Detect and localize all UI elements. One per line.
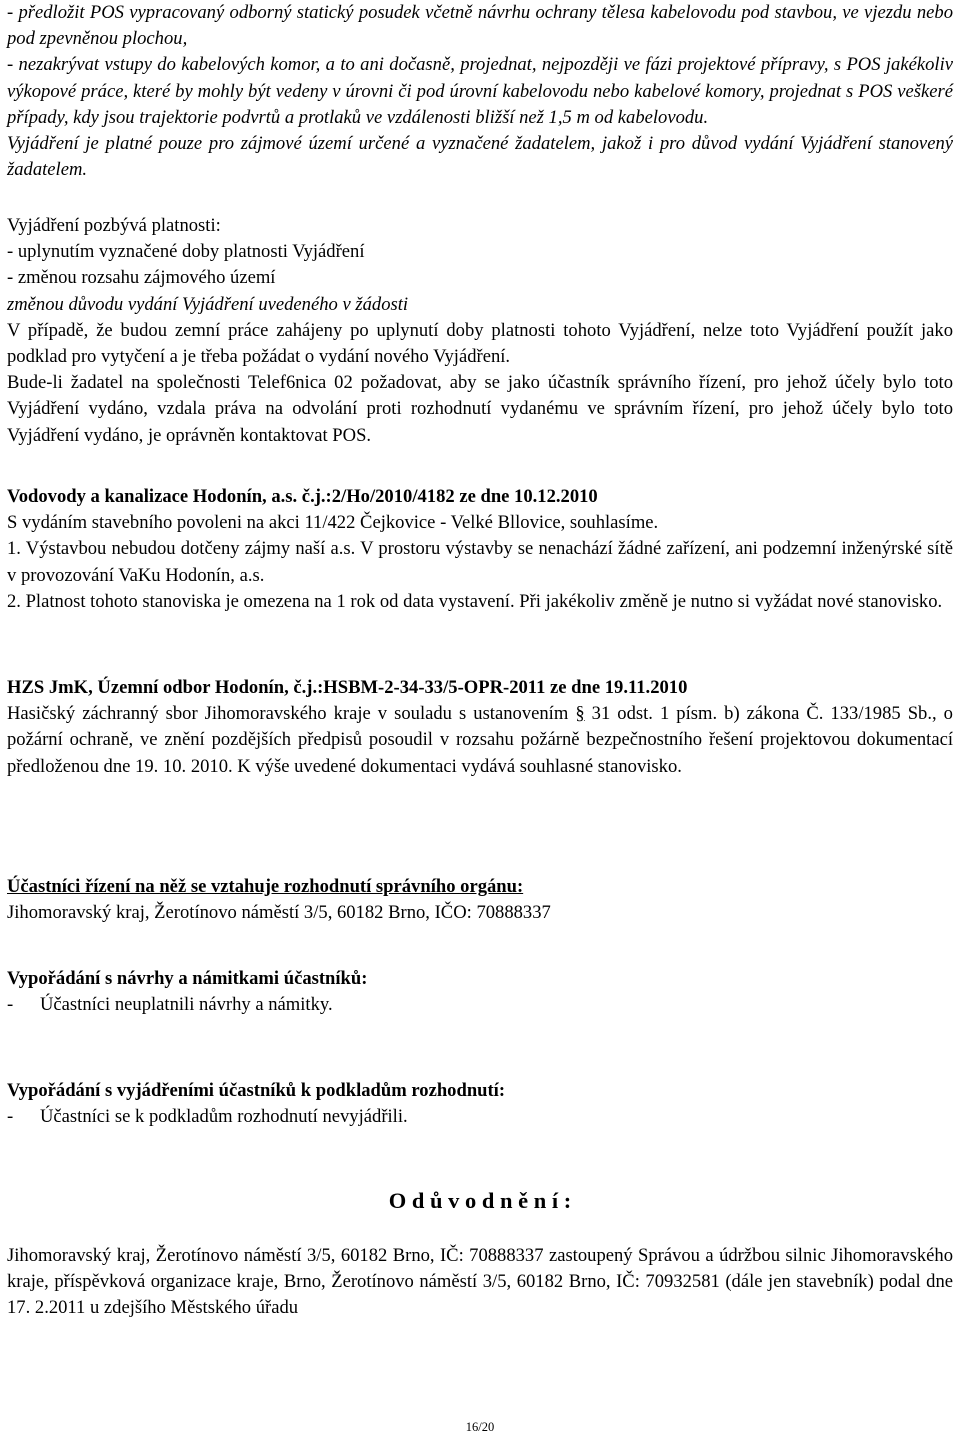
reasoning-title: O d ů v o d n ě n í : bbox=[388, 1188, 572, 1213]
hzs-text-part2: 31 odst. 1 písm. b) zákona Č. 133/1985 Sb., o požární ochraně, ve znění pozdějších předpisů posoudil v rozsahu požárně bezpečnostního řešení projektovou dokumentací předloženou dne 19. 10. 2010. K výše uvedené dokumentaci vydává souhlasné stanovisko. bbox=[7, 703, 953, 777]
hzs-section bbox=[7, 675, 953, 780]
participants-heading: Účastníci řízení na něž se vztahuje rozhodnutí správního orgánu: bbox=[7, 876, 524, 897]
bude-li-text: Bude-li žadatel na společnosti Telef6nica 02 požadovat, aby se jako účastník správního řízení, pro jehož účely bylo toto Vyjádření vydáno, vzdala práva na odvolání proti rozhodnutí vydanému ve správním řízení, pro jehož účely bylo toto Vyjádření vydáno, je oprávněn kontaktovat POS. bbox=[7, 372, 953, 446]
validity-item-3: změnou důvodu vydání Vyjádření uvedeného v žádosti bbox=[7, 293, 409, 315]
proposals-section bbox=[7, 966, 953, 1018]
statements-value: Účastníci se k podkladům rozhodnutí nevyjádřili. bbox=[40, 1106, 408, 1128]
vak-heading: Vodovody a kanalizace Hodonín, a.s. č.j.:2/Ho/2010/4182 ze dne 10.12.2010 bbox=[7, 486, 598, 507]
statements-heading: Vypořádání s vyjádřeními účastníků k podkladům rozhodnutí: bbox=[7, 1080, 506, 1101]
proposals-dash: - bbox=[7, 994, 14, 1016]
pos-conditions-block bbox=[7, 0, 953, 183]
after-validity-text: V případě, že budou zemní práce zahájeny po uplynutí doby platnosti tohoto Vyjádření, nelze toto Vyjádření použít jako podklad pro vytyčení a je třeba požádat o vydání nového Vyjádření. bbox=[7, 319, 953, 368]
reasoning-body bbox=[7, 1243, 953, 1322]
pos-condition-2: - nezakrývat vstupy do kabelových komor, a to ani dočasně, projednat, nejpozději ve fázi projektové přípravy, s POS jakékoliv výkopové práce, které by mohly být vedeny v úrovni či pod úrovní kabelovodu nebo kabelové komory, projednat s POS veškeré případy, kdy jsou trajektorie podvrtů a protlaků ve vzdálenosti bližší než 1,5 m od kabelovodu. bbox=[7, 54, 953, 128]
pos-condition-1: - předložit POS vypracovaný odborný statický posudek včetně návrhu ochrany tělesa kabelovodu pod stavbou, ve vjezdu nebo pod zpevněnou plochou, bbox=[7, 2, 953, 50]
section-sign: § bbox=[575, 703, 585, 725]
proposals-item bbox=[7, 992, 953, 1018]
hzs-text-part1: Hasičský záchranný sbor Jihomoravského kraje v souladu s ustanovením bbox=[7, 703, 576, 725]
statements-item bbox=[7, 1104, 953, 1130]
validity-block bbox=[7, 213, 953, 449]
reasoning-section bbox=[7, 1186, 953, 1216]
statements-section bbox=[7, 1078, 953, 1130]
vak-point-2: 2. Platnost tohoto stanoviska je omezena na 1 rok od data vystavení. Při jakékoliv změně je nutno si vyžádat nové stanovisko. bbox=[7, 590, 943, 612]
participants-section bbox=[7, 874, 953, 926]
hzs-text bbox=[7, 701, 953, 780]
vak-point-1: 1. Výstavbou nebudou dotčeny zájmy naší a.s. V prostoru výstavby se nenachází žádné zařízení, ani podzemní inženýrské sítě v provozování VaKu Hodonín, a.s. bbox=[7, 538, 953, 586]
vak-section bbox=[7, 484, 953, 615]
vak-line-1: S vydáním stavebního povoleni na akci 11/422 Čejkovice - Velké Bllovice, souhlasíme. bbox=[7, 512, 659, 534]
validity-heading: Vyjádření pozbývá platnosti: bbox=[7, 215, 221, 236]
participants-value: Jihomoravský kraj, Žerotínovo náměstí 3/5, 60182 Brno, IČO: 70888337 bbox=[7, 902, 551, 924]
validity-item-2: - změnou rozsahu zájmového území bbox=[7, 267, 276, 289]
validity-item-1: - uplynutím vyznačené doby platnosti Vyjádření bbox=[7, 241, 365, 263]
proposals-heading: Vypořádání s návrhy a námitkami účastníků: bbox=[7, 968, 368, 989]
hzs-heading: HZS JmK, Územní odbor Hodonín, č.j.:HSBM-2-34-33/5-OPR-2011 ze dne 19.11.2010 bbox=[7, 677, 688, 698]
page-number: 16/20 bbox=[465, 1420, 495, 1434]
proposals-value: Účastníci neuplatnili návrhy a námitky. bbox=[40, 994, 333, 1016]
statements-dash: - bbox=[7, 1106, 14, 1128]
validity-scope-text: Vyjádření je platné pouze pro zájmové území určené a vyznačené žadatelem, jakož i pro důvod vydání Vyjádření stanovený žadatelem. bbox=[7, 133, 953, 181]
reasoning-text: Jihomoravský kraj, Žerotínovo náměstí 3/5, 60182 Brno, IČ: 70888337 zastoupený Správou a údržbou silnic Jihomoravského kraje, příspěvková organizace kraje, Brno, Žerotínovo náměstí 3/5, 60182 Brno, IČ: 70932581 (dále jen stavebník) podal dne 17. 2.2011 u zdejšího Městského úřadu bbox=[7, 1245, 953, 1319]
